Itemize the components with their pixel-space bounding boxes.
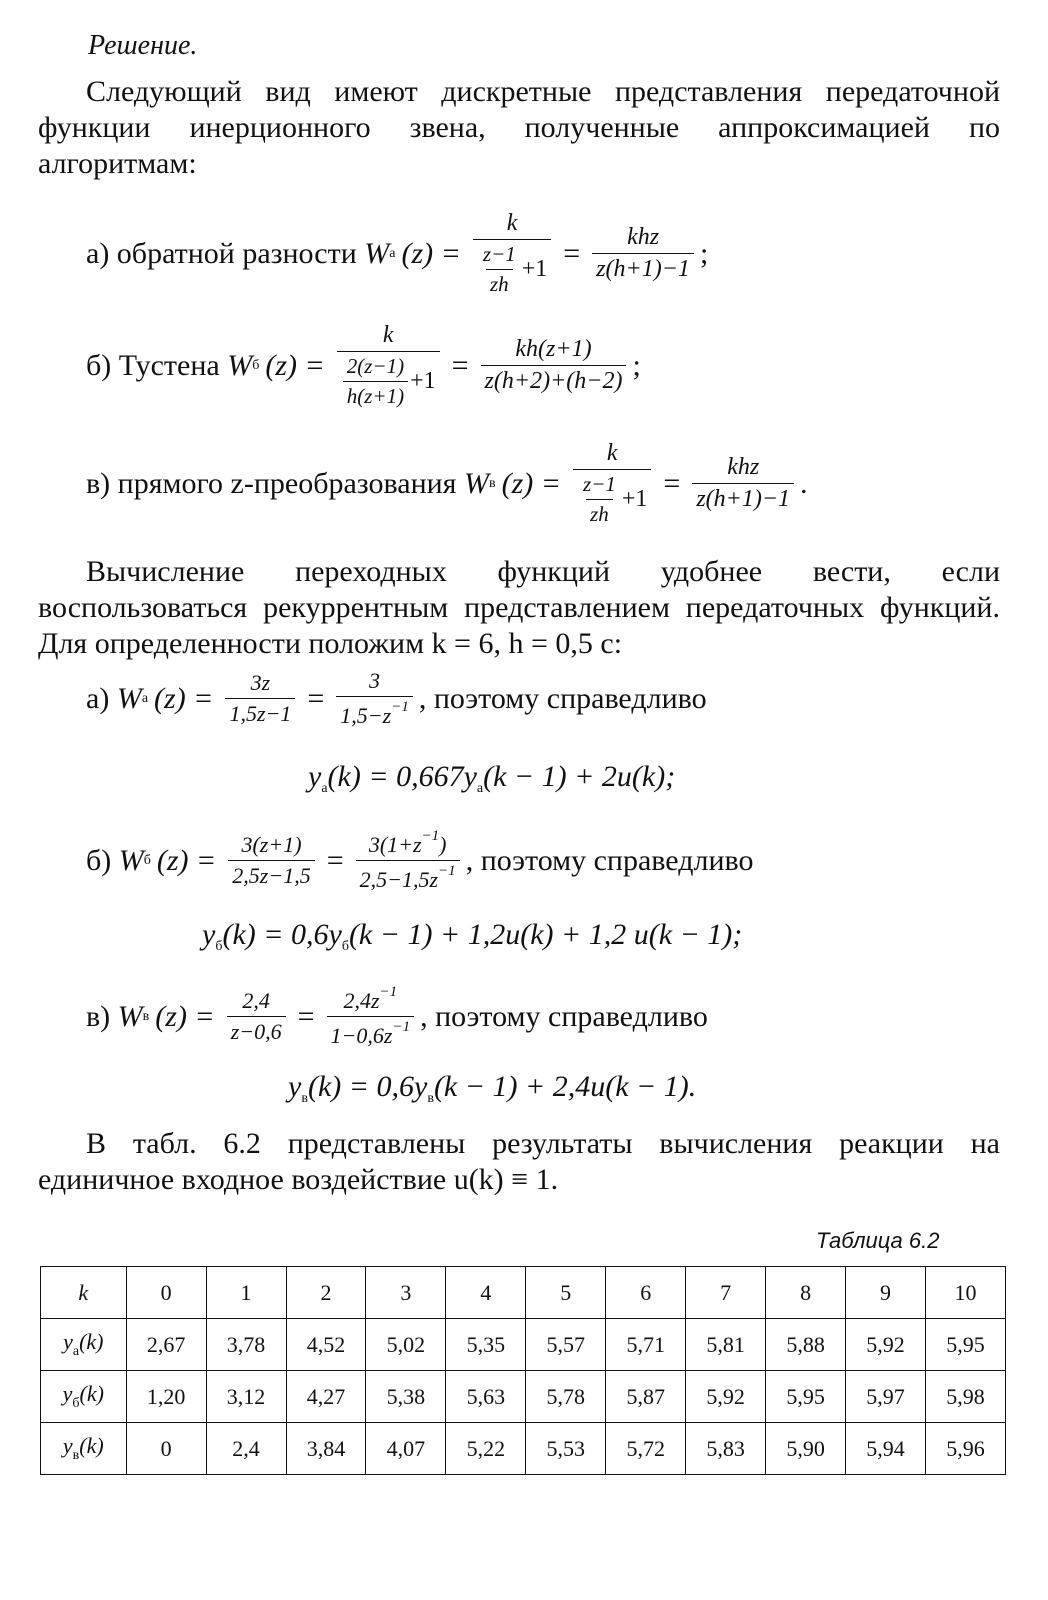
variant-a-frac2 (592, 224, 694, 283)
row-label-k: (k) (79, 1433, 104, 1458)
table-cell: 5,63 (446, 1371, 526, 1423)
header-cell: 5 (526, 1267, 606, 1319)
eq-a-sub: а (321, 781, 328, 796)
header-cell: 9 (846, 1267, 926, 1319)
variant-b-nest-plus: +1 (410, 368, 436, 394)
variant-c-frac1-den (573, 469, 651, 527)
recurrent-c-den1: z−0,6 (227, 1016, 286, 1045)
variant-b-sub: б (252, 357, 260, 373)
row-label-k: (k) (79, 1381, 104, 1406)
row-label (41, 1423, 127, 1475)
variant-a-arg: (z) = (401, 236, 461, 270)
variant-a-frac2-num: khz (627, 224, 660, 250)
variant-c-arg: (z) = (501, 466, 562, 500)
row-label (41, 1319, 127, 1371)
table-cell: 5,95 (766, 1371, 846, 1423)
variant-c: в) прямого z-преобразования W в (z) = k $\frac{z-1}{zh}$ +1 = $\frac{\text{khz}}{z(h+1)-1}$ . (86, 440, 808, 526)
recurrent-b-equation (202, 918, 742, 955)
variant-b-frac1 (337, 322, 440, 409)
variant-b-frac2-den: z(h+2)+(h−2) (481, 365, 627, 395)
table-caption: Таблица 6.2 (816, 1228, 940, 1253)
eq-c-sub2: в (427, 1091, 434, 1106)
recurrent-a-num1: 3z (250, 670, 271, 695)
table-row (41, 1423, 1006, 1475)
variant-b-frac2-num: kh(z+1) (515, 336, 592, 362)
recurrent-b-arg: (z) = (156, 843, 217, 877)
variant-a-frac1-den (473, 239, 551, 297)
row-label-k: (k) (79, 1329, 104, 1354)
header-cell: 7 (686, 1267, 766, 1319)
recurrent-a-arg: (z) = (154, 681, 214, 715)
variant-b-nest-den: h(z+1) (343, 381, 408, 409)
table-cell: 5,53 (526, 1423, 606, 1475)
variant-b-prefix: б) Тустена (86, 348, 220, 382)
variant-a-frac1-num: k (506, 210, 518, 236)
table-cell: 4,07 (366, 1423, 446, 1475)
eq-a-rest: (k) = 0,667y (327, 760, 477, 793)
eq-b-tail: (k − 1) + 1,2u(k) + 1,2 u(k − 1); (348, 918, 743, 951)
variant-a-frac1 (473, 210, 551, 297)
recurrent-c-den2-exp: −1 (392, 1019, 411, 1035)
row-label-sub: в (72, 1448, 80, 1463)
row-label (41, 1371, 127, 1423)
table-cell: 5,95 (926, 1319, 1006, 1371)
variant-a-sub: а (389, 245, 396, 261)
header-cell: 10 (926, 1267, 1006, 1319)
variant-c-sub: в (488, 475, 496, 491)
recurrent-b-den2: 2,5−1,5z (359, 867, 439, 892)
variant-a-nest-num: z−1 (482, 242, 516, 266)
recurrent-a-tail: , поэтому справедливо (418, 681, 707, 715)
recurrent-c-sub: в (142, 1008, 150, 1024)
table-cell: 5,38 (366, 1371, 446, 1423)
recurrent-c-prefix: в) (86, 999, 111, 1033)
eq-c-y: y (288, 1070, 302, 1103)
header-cell: 0 (126, 1267, 206, 1319)
header-cell: 4 (446, 1267, 526, 1319)
variant-b-w: W (227, 348, 253, 382)
recurrent-c-num2: 2,4z (343, 988, 380, 1013)
table-cell: 5,96 (926, 1423, 1006, 1475)
variant-b-end: ; (632, 348, 641, 382)
table-row (41, 1371, 1006, 1423)
eq-b-sub2: б (341, 939, 349, 954)
table-cell: 5,94 (846, 1423, 926, 1475)
recurrent-b-num2-close: ) (439, 832, 447, 857)
recurrent-b-num1: 3(z+1) (241, 832, 302, 857)
eq-c-rest: (k) = 0,6y (307, 1070, 428, 1103)
variant-b-arg: (z) = (265, 348, 325, 382)
eq-a-sub2: а (476, 781, 484, 796)
table-cell: 5,02 (366, 1319, 446, 1371)
variant-c-frac2 (692, 454, 794, 513)
table-cell: 2,67 (126, 1319, 206, 1371)
header-cell: 1 (206, 1267, 286, 1319)
variant-c-nest-den: zh (586, 499, 613, 527)
table-cell: 5,88 (766, 1319, 846, 1371)
recurrent-b-tail: , поэтому справедливо (465, 843, 754, 877)
table-header-row (41, 1267, 1006, 1319)
recurrent-a-num2: 3 (369, 668, 381, 693)
recurrence-paragraph: Вычисление переходных функций удобнее вести, если воспользоваться рекуррентным представлением передаточных функций. Для определенности положим k = 6, h = 0,5 с: (38, 555, 1000, 660)
recurrent-c-arg: (z) = (155, 999, 215, 1033)
variant-c-nest-num: z−1 (583, 472, 616, 496)
variant-a-nest-plus: +1 (521, 256, 548, 282)
table-cell: 5,22 (446, 1423, 526, 1475)
table-cell: 5,72 (606, 1423, 686, 1475)
variant-c-frac2-den: z(h+1)−1 (692, 483, 794, 513)
recurrent-c-w: W (117, 999, 143, 1033)
variant-b-frac2 (481, 336, 627, 395)
row-label-y: y (63, 1329, 73, 1354)
recurrent-b-num2-exp: −1 (421, 828, 440, 844)
table-cell: 5,81 (686, 1319, 766, 1371)
recurrent-b-den1: 2,5z−1,5 (228, 860, 314, 889)
recurrent-c: в) W в (z) = $\frac{2,4}{z-0,6}$ = $\frac{2,4z^{-1}}{1-0,6z^{-1}}$ , поэтому справедливо (86, 984, 708, 1048)
variant-a-prefix: а) обратной разности (86, 236, 357, 270)
variant-c-frac1 (573, 440, 651, 527)
table-cell: 3,84 (286, 1423, 366, 1475)
variant-b-frac1-num: k (382, 322, 394, 348)
variant-b-nest-num: 2(z−1) (346, 354, 405, 378)
table-cell: 5,92 (686, 1371, 766, 1423)
table-cell: 3,12 (206, 1371, 286, 1423)
header-cell: 8 (766, 1267, 846, 1319)
table-cell: 2,4 (206, 1423, 286, 1475)
recurrent-c-tail: , поэтому справедливо (420, 999, 708, 1033)
table-intro-paragraph: В табл. 6.2 представлены результаты вычисления реакции на единичное входное воздействие u(k) ≡ 1. (38, 1127, 1000, 1196)
eq-b-sub: б (215, 939, 223, 954)
intro-paragraph: Следующий вид имеют дискретные представления передаточной функции инерционного звена, полученные аппроксимацией по алгоритмам: (38, 75, 1000, 180)
variant-c-prefix: в) прямого z-преобразования (86, 466, 457, 500)
solution-heading: Решение. (88, 30, 198, 61)
eq-a-tail: (k − 1) + 2u(k); (483, 760, 676, 793)
eq-c-sub: в (301, 1091, 308, 1106)
table-cell: 5,35 (446, 1319, 526, 1371)
variant-b: б) Тустена W б (z) = k $\frac{2(z-1)}{h(z+1)}$ +1 = $\frac{kh(z+1)}{z(h+2)+(h-2)}$ ; (86, 322, 641, 408)
variant-a-end: ; (699, 236, 709, 270)
variant-c-w: W (463, 466, 489, 500)
header-cell-k: k (41, 1267, 127, 1319)
table-cell: 5,87 (606, 1371, 686, 1423)
variant-c-end: . (800, 466, 808, 500)
recurrent-a-den2-exp: −1 (391, 699, 409, 715)
variant-c-nest-plus: +1 (621, 486, 648, 512)
row-label-sub: б (72, 1396, 80, 1411)
recurrent-b-den2-exp: −1 (438, 863, 456, 879)
recurrent-b: б) W б (z) = $\frac{3(z+1)}{2,5z-1,5}$ = $\frac{3(1+z^{-1})}{2,5-1,5z^{-1}}$ , поэтому справедливо (86, 828, 754, 892)
variant-b-frac1-den (337, 351, 440, 409)
eq-b-y: y (202, 918, 216, 951)
recurrent-b-prefix: б) (86, 843, 112, 877)
variant-a-nest-den: zh (486, 269, 513, 297)
recurrent-c-den2: 1−0,6z (330, 1023, 393, 1048)
recurrent-b-w: W (118, 843, 144, 877)
eq-b-rest: (k) = 0,6y (222, 918, 342, 951)
variant-a-w: W (364, 236, 390, 270)
table-cell: 3,78 (206, 1319, 286, 1371)
header-cell: 3 (366, 1267, 446, 1319)
table-row (41, 1319, 1006, 1371)
recurrent-a-w: W (116, 681, 142, 715)
variant-c-frac2-num: khz (727, 454, 760, 480)
table-cell: 0 (126, 1423, 206, 1475)
table-cell: 5,90 (766, 1423, 846, 1475)
table-cell: 5,78 (526, 1371, 606, 1423)
recurrent-a-den1: 1,5z−1 (225, 698, 295, 727)
recurrent-c-num2-exp: −1 (379, 984, 398, 1000)
recurrent-a: а) W а (z) = $\frac{3z}{1,5z-1}$ = $\frac{3}{1,5-z^{-1}}$ , поэтому справедливо (86, 668, 707, 728)
recurrent-a-prefix: а) (86, 681, 110, 715)
recurrent-a-sub: а (141, 690, 149, 706)
table-cell: 5,57 (526, 1319, 606, 1371)
table-cell: 4,52 (286, 1319, 366, 1371)
table-cell: 1,20 (126, 1371, 206, 1423)
row-label-y: y (62, 1381, 73, 1406)
recurrent-a-equation (308, 760, 675, 797)
variant-a: а) обратной разности W а (z) = k $\frac{z-1}{zh}$ +1 = $\frac{\text{khz}}{z(h+1)-1}$ ; (86, 210, 709, 296)
table-cell: 5,83 (686, 1423, 766, 1475)
table-cell: 5,92 (846, 1319, 926, 1371)
recurrent-c-equation (288, 1070, 696, 1107)
recurrent-c-num1: 2,4 (242, 988, 270, 1013)
results-table (40, 1266, 1006, 1475)
header-cell: 6 (606, 1267, 686, 1319)
recurrent-b-num2: 3(1+z (368, 832, 422, 857)
eq-a-y: y (308, 760, 322, 793)
variant-a-frac2-den: z(h+1)−1 (592, 253, 694, 283)
row-label-y: y (62, 1433, 73, 1458)
header-cell: 2 (286, 1267, 366, 1319)
recurrent-a-den2: 1,5−z (340, 703, 392, 728)
table-cell: 5,98 (926, 1371, 1006, 1423)
eq-c-tail: (k − 1) + 2,4u(k − 1). (433, 1070, 697, 1103)
table-cell: 5,97 (846, 1371, 926, 1423)
table-cell: 4,27 (286, 1371, 366, 1423)
table-cell: 5,71 (606, 1319, 686, 1371)
variant-c-frac1-num: k (606, 440, 618, 466)
recurrent-b-sub: б (143, 852, 151, 868)
row-label-sub: а (72, 1344, 80, 1359)
